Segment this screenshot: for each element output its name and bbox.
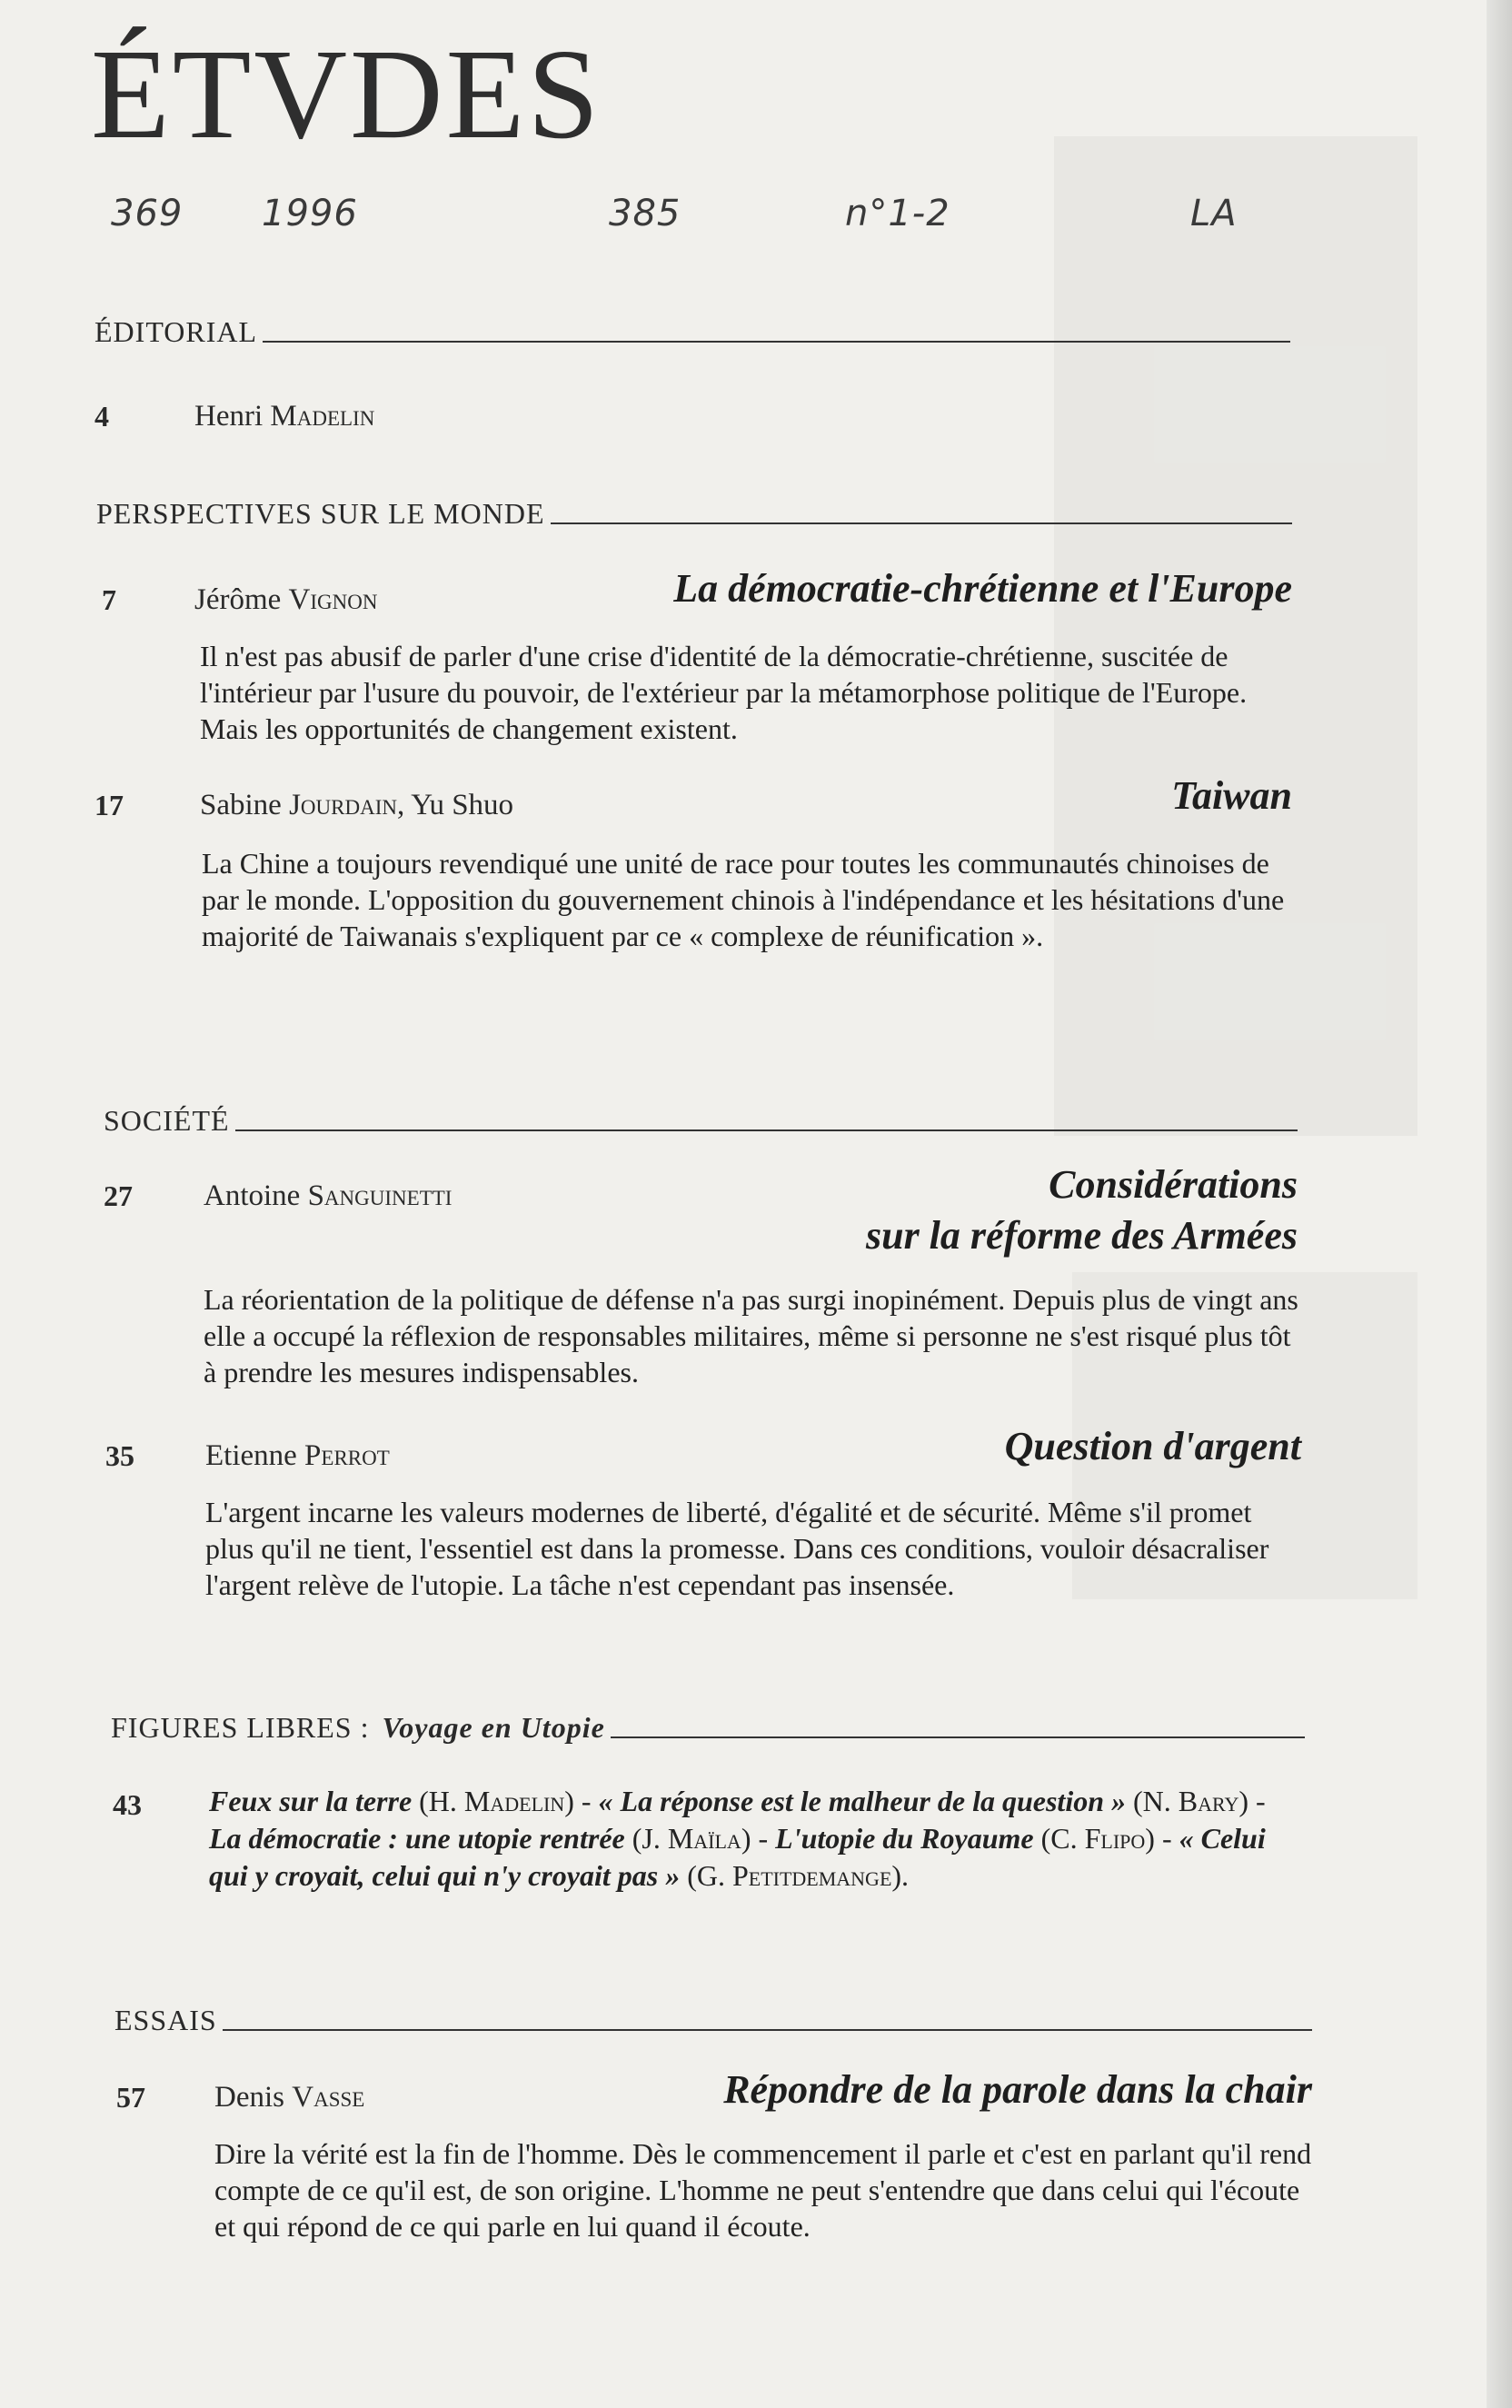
summary-text: La Chine a toujours revendiqué une unité de race pour toutes les communautés chinoises de par le monde. L'opposition du gouvernement chinois à l'indépendance et les hésitations d'une majorité de Taiwanais s'expliquent par ce « complexe de réunification ». xyxy=(202,847,1285,952)
author-last: Sanguinetti xyxy=(307,1179,453,1212)
article-summary xyxy=(200,638,1292,747)
section-figures-libres xyxy=(111,1711,1305,1745)
section-editorial xyxy=(94,315,1290,349)
section-rule xyxy=(263,341,1290,343)
section-perspectives xyxy=(96,497,1292,531)
summary-text: Dire la vérité est la fin de l'homme. Dès le commencement il parle et c'est en parlant qu'il rend compte de ce qu'il est, de son origine. L'homme ne peut s'entendre que dans celui qui l'écoute et qui répond de ce qui parle en lui quand il écoute. xyxy=(214,2137,1312,2243)
author-last: Jourdain xyxy=(289,789,397,821)
section-essais xyxy=(114,2006,1312,2037)
figure-title: « La réponse est le malheur de la question » xyxy=(598,1785,1126,1817)
section-title: PERSPECTIVES SUR LE MONDE xyxy=(96,497,545,530)
figures-list: Feux sur la terre (H. Madelin) - « La réponse est le malheur de la question » (N. Bary) - La démocratie : une utopie rentrée (J. Maïla) - L'utopie du Royaume (C. Flipo) - « Celui qui y croyait, celui qui n'y croyait pas » (G. Petitdemange). xyxy=(209,1785,1266,1892)
masthead: ÉTVDES xyxy=(91,22,602,165)
figure-author: (C. Flipo) xyxy=(1040,1822,1155,1855)
handwritten-volume: 369 xyxy=(111,193,184,234)
article-title xyxy=(636,1159,1298,1261)
show-through-shadow xyxy=(1054,136,1418,1136)
section-societe xyxy=(104,1104,1298,1138)
figure-title: La démocratie : une utopie rentrée xyxy=(209,1822,625,1855)
article-title-line: Considérations xyxy=(1049,1162,1298,1207)
article-title: Question d'argent xyxy=(1004,1424,1301,1468)
section-rule xyxy=(235,1129,1298,1131)
author-first: Antoine xyxy=(204,1179,301,1212)
author-last: Perrot xyxy=(304,1439,390,1472)
author-first: Henri xyxy=(194,400,264,433)
author xyxy=(194,583,377,617)
page-number: 57 xyxy=(116,2081,145,2114)
section-title: ÉDITORIAL xyxy=(94,315,258,348)
summary-text: L'argent incarne les valeurs modernes de liberté, d'égalité et de sécurité. Même s'il promet plus qu'il ne tient, l'essentiel est dans la promesse. Dans ces conditions, vouloir désacraliser l'argent relève de l'utopie. La tâche n'est cependant pas insensée. xyxy=(205,1496,1269,1601)
page-number: 27 xyxy=(104,1179,133,1212)
page-number: 7 xyxy=(102,583,116,616)
handwritten-issue: n°1-2 xyxy=(845,193,950,234)
author-first: Sabine xyxy=(200,789,282,821)
article-summary xyxy=(205,1494,1301,1603)
section-rule xyxy=(611,1736,1305,1738)
article-summary xyxy=(214,2135,1312,2244)
figure-title: L'utopie du Royaume xyxy=(775,1822,1034,1855)
author-first: Jérôme xyxy=(194,583,282,616)
author-last: Vasse xyxy=(292,2081,365,2114)
author xyxy=(214,2081,364,2114)
figure-title: Feux sur la terre xyxy=(209,1785,413,1817)
author-first: Denis xyxy=(214,2081,284,2114)
figure-title: « Celui qui y croyait, celui qui n'y croyait pas » xyxy=(209,1822,1266,1892)
author: Sabine Jourdain, Yu Shuo xyxy=(200,789,514,821)
author-first: Etienne xyxy=(205,1439,297,1472)
author xyxy=(205,1439,390,1473)
author-second: Yu Shuo xyxy=(411,789,514,821)
article-title-line: sur la réforme des Armées xyxy=(865,1213,1298,1258)
author xyxy=(194,400,374,433)
section-title: ESSAIS xyxy=(114,2004,217,2036)
figure-author: (G. Petitdemange). xyxy=(687,1859,910,1892)
page-number: 17 xyxy=(94,789,124,821)
figure-author: (J. Maïla) xyxy=(632,1822,751,1855)
page-number: 4 xyxy=(94,400,109,433)
figure-author: (H. Madelin) xyxy=(419,1785,574,1817)
section-title: SOCIÉTÉ xyxy=(104,1104,230,1137)
article-title: Répondre de la parole dans la chair xyxy=(723,2067,1312,2112)
page-edge xyxy=(1487,0,1512,2408)
summary-text: La réorientation de la politique de défense n'a pas surgi inopinément. Depuis plus de vingt ans elle a occupé la réflexion de responsables militaires, même si personne ne s'est risqué plus tôt à prendre les mesures indispensables. xyxy=(204,1283,1298,1388)
section-rule xyxy=(223,2029,1312,2031)
figure-author: (N. Bary) xyxy=(1133,1785,1249,1817)
author xyxy=(204,1179,452,1213)
summary-text: Il n'est pas abusif de parler d'une crise d'identité de la démocratie-chrétienne, suscitée de l'intérieur par l'usure du pouvoir, de l'extérieur par la métamorphose politique de l'Europe. Mais les opportunités de changement existent. xyxy=(200,640,1248,745)
author-last: Madelin xyxy=(270,400,375,433)
page-number: 35 xyxy=(105,1439,134,1472)
article-title: La démocratie-chrétienne et l'Europe xyxy=(673,566,1292,611)
section-title: FIGURES LIBRES : xyxy=(111,1711,370,1744)
section-rule xyxy=(551,522,1293,524)
article-title: Taiwan xyxy=(1171,773,1292,818)
author-last: Vignon xyxy=(288,583,378,616)
article-summary xyxy=(204,1281,1299,1390)
article-summary xyxy=(202,845,1296,954)
handwritten-year: 1996 xyxy=(262,193,358,234)
page-number: 43 xyxy=(113,1788,142,1821)
section-subtitle: Voyage en Utopie xyxy=(382,1711,605,1744)
handwritten-number: 385 xyxy=(609,193,681,234)
handwritten-code: LA xyxy=(1190,193,1238,234)
